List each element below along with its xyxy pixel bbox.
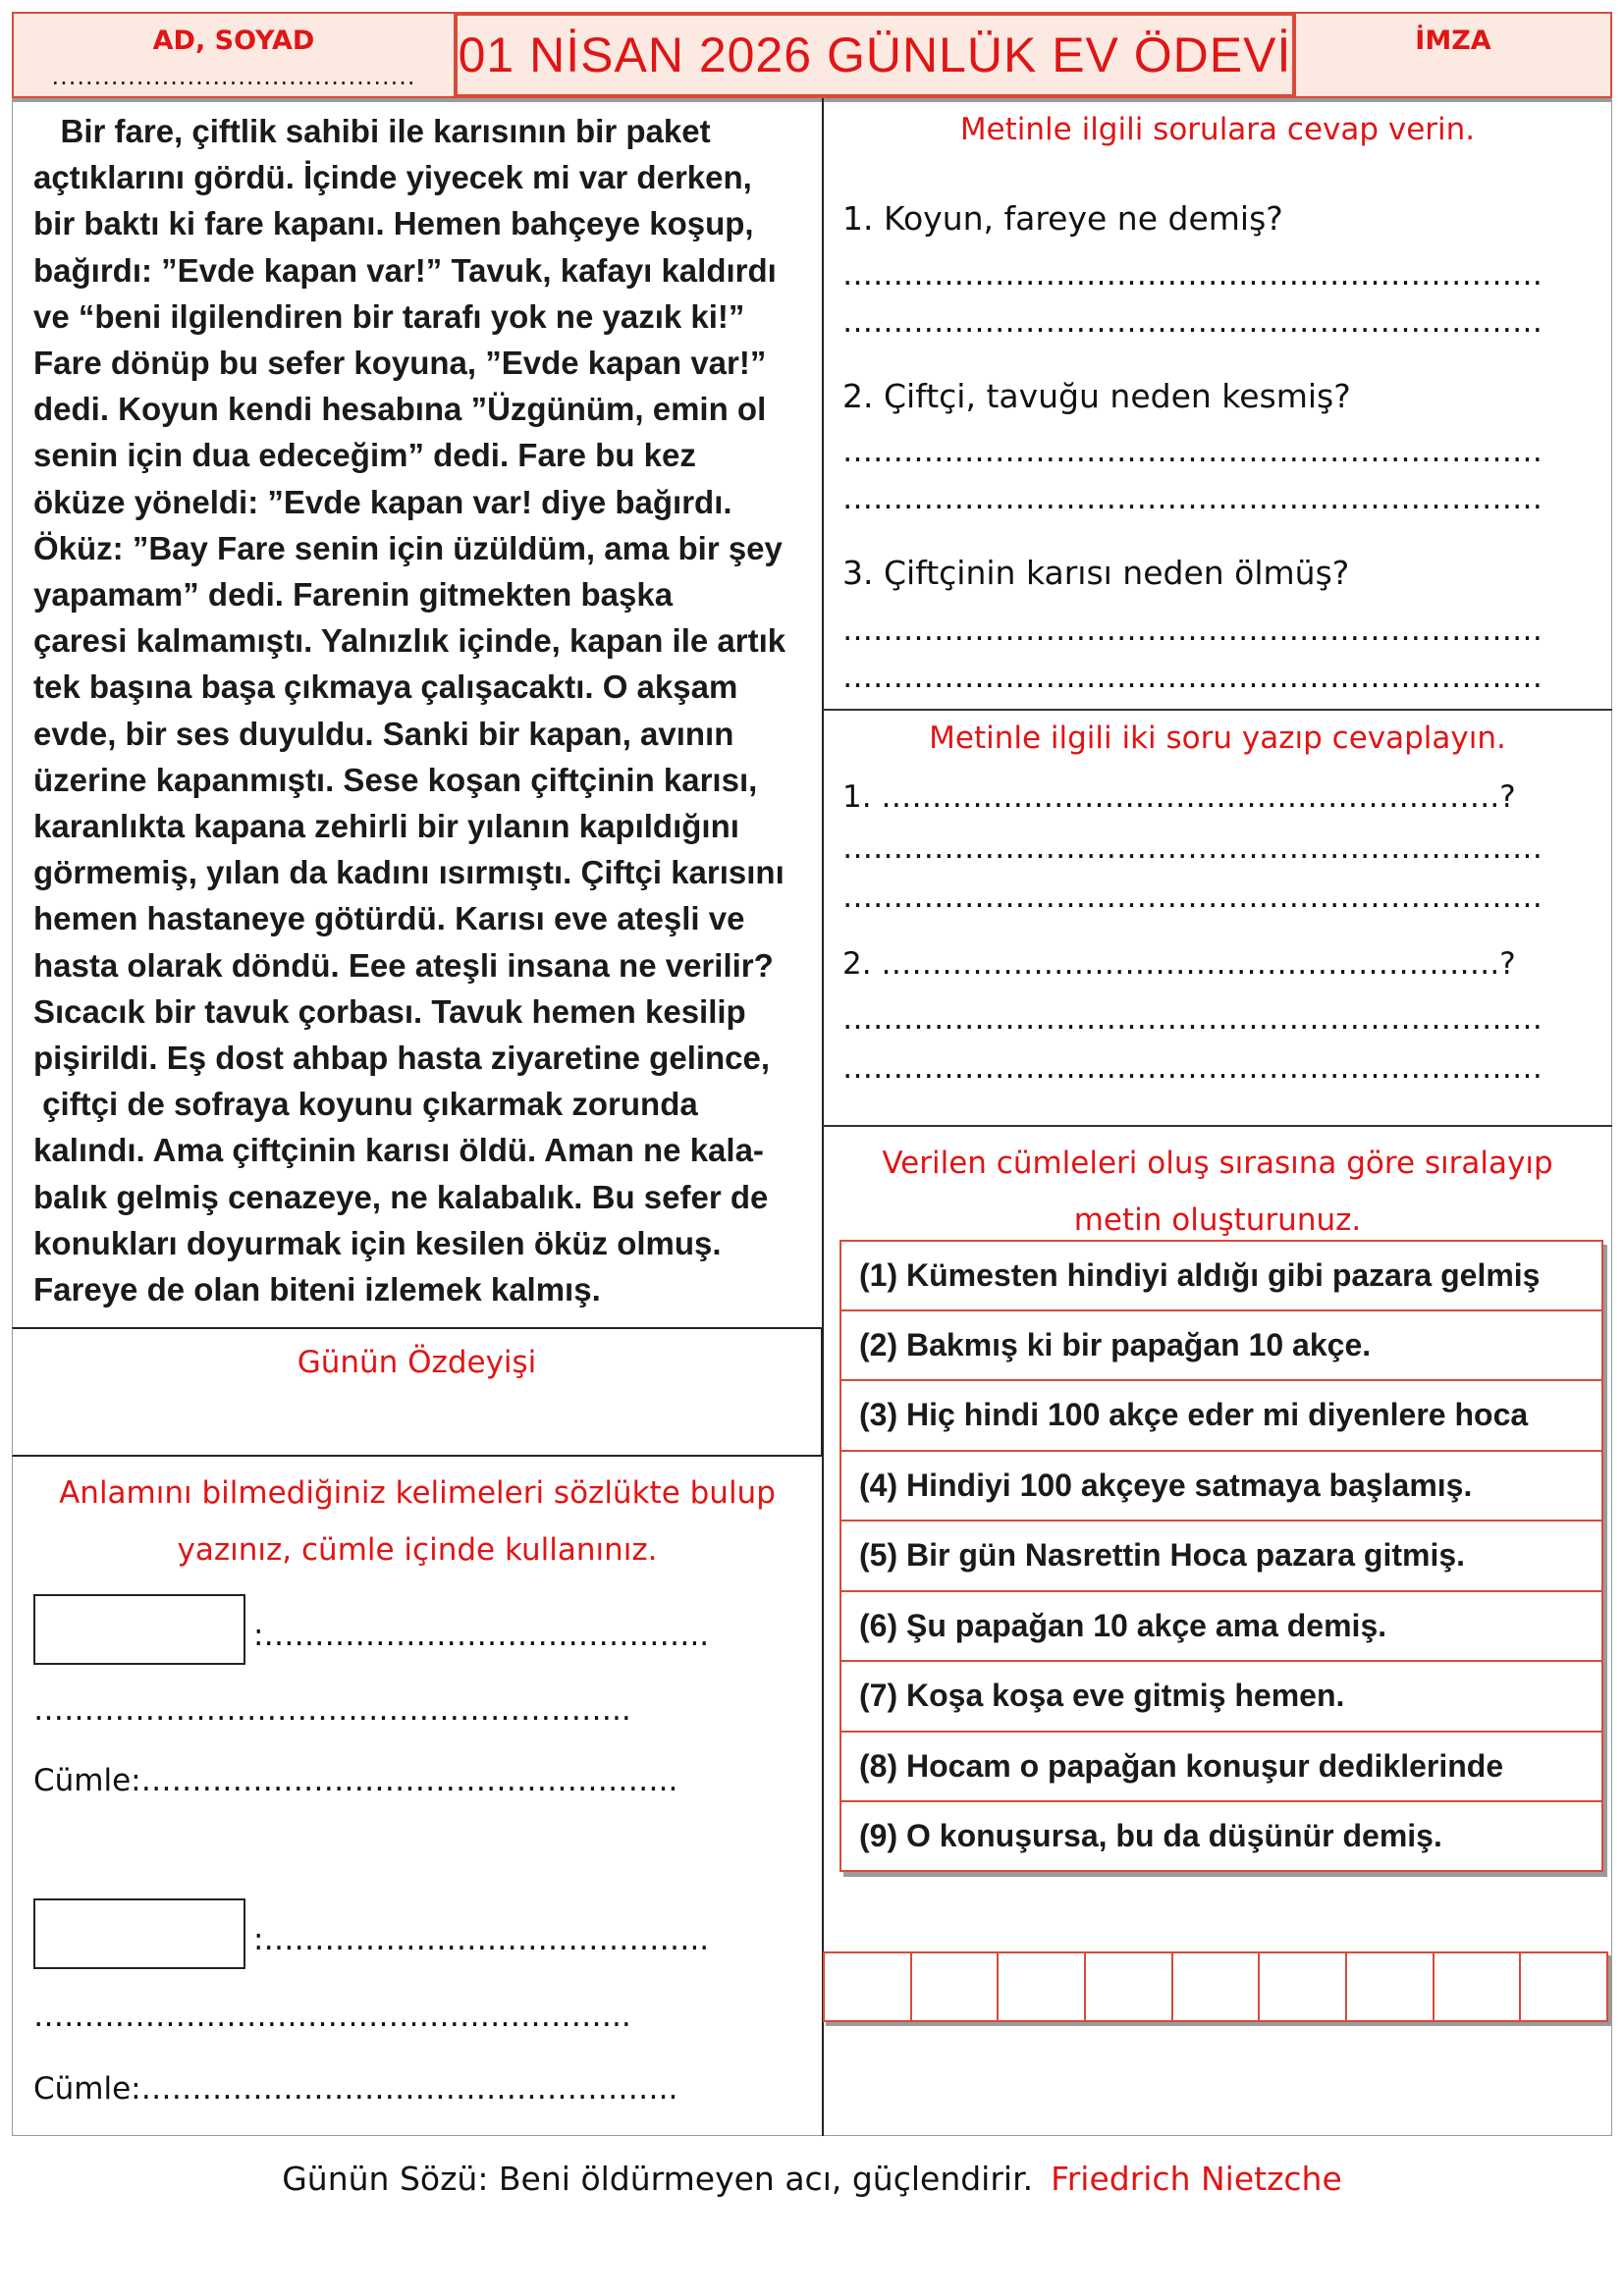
vocab-title-line1: Anlamını bilmediğiniz kelimeleri sözlükte bulup	[59, 1475, 776, 1511]
story-line: dedi. Koyun kendi hesabına ”Üzgünüm, emin ol	[33, 391, 767, 428]
ordering-sentence-text: (4) Hindiyi 100 akçeye satmaya başlamış.	[859, 1467, 1473, 1503]
story-line: balık gelmiş cenazeye, ne kalabalık. Bu sefer de	[33, 1178, 769, 1215]
ordering-sentence	[839, 1521, 1603, 1591]
sentence-line-2[interactable]: Cümle:……………………………………………..	[33, 2071, 678, 2107]
ordering-sentence-text: (5) Bir gün Nasrettin Hoca pazara gitmiş.	[859, 1537, 1466, 1574]
ordering-sentence-text: (2) Bakmış ki bir papağan 10 akçe.	[859, 1326, 1372, 1362]
story-line: bir baktı ki fare kapanı. Hemen bahçeye koşup,	[33, 205, 754, 242]
answer-line[interactable]: ……………………………………………………………	[842, 660, 1543, 695]
story-line: çiftçi de sofraya koyunu çıkarmak zorunda	[33, 1086, 698, 1123]
ordering-sentence	[839, 1591, 1603, 1662]
answer-line[interactable]: ……………………………………………………………	[842, 434, 1543, 469]
section-divider	[823, 709, 1612, 711]
own-question-2[interactable]: 2. …………………………………………………….?	[842, 946, 1516, 982]
word-box-2[interactable]	[33, 1898, 245, 1969]
story-line: Sıcacık bir tavuk çorbası. Tavuk hemen kesilip	[33, 992, 746, 1030]
question-2: 2. Çiftçi, tavuğu neden kesmiş?	[842, 377, 1351, 415]
answer-cell[interactable]	[912, 1953, 1000, 2020]
ordering-sentence-text: (9) O konuşursa, bu da düşünür demiş.	[859, 1817, 1442, 1853]
ozdeyis-box[interactable]	[12, 1327, 823, 1457]
story-line: karanlıkta kapana zehirli bir yılanın kapıldığını	[33, 808, 739, 845]
name-dots[interactable]: ...........................................	[51, 63, 416, 90]
answer-cell[interactable]	[999, 1953, 1086, 2020]
story-line: görmemiş, yılan da kadını ısırmıştı. Çiftçi karısını	[33, 854, 785, 891]
story-line: üzerine kapanmıştı. Sese koşan çiftçinin karısı,	[33, 761, 758, 798]
signature-label: İMZA	[1415, 26, 1491, 56]
ordering-sentence-text: (8) Hocam o papağan konuşur dediklerinde	[859, 1747, 1504, 1784]
word-meaning-2-cont[interactable]: …………………………………………………..	[33, 1999, 631, 2034]
word-meaning-1-cont[interactable]: …………………………………………………..	[33, 1692, 631, 1728]
questions-title: Metinle ilgili sorulara cevap verin.	[959, 112, 1476, 147]
name-label: AD, SOYAD	[152, 26, 315, 56]
ordering-sentence	[839, 1240, 1603, 1310]
column-divider	[822, 98, 824, 2136]
own-questions-title: Metinle ilgili iki soru yazıp cevaplayın.	[929, 721, 1506, 756]
ordering-sentence	[839, 1451, 1603, 1522]
story-line: ve “beni ilgilendiren bir tarafı yok ne yazık ki!”	[33, 297, 745, 335]
word-box-1[interactable]	[33, 1594, 245, 1665]
answer-line[interactable]: ……………………………………………………………	[842, 304, 1543, 340]
story-line: açtıklarını gördü. İçinde yiyecek mi var derken,	[33, 159, 752, 196]
quote-author: Friedrich Nietzche	[1051, 2160, 1342, 2198]
question-1: 1. Koyun, fareye ne demiş?	[842, 199, 1283, 238]
ozdeyis-title: Günün Özdeyişi	[297, 1345, 537, 1380]
ordering-sentence	[839, 1801, 1603, 1872]
answer-cell[interactable]	[1260, 1953, 1347, 2020]
story-line: öküze yöneldi: ”Evde kapan var! diye bağırdı.	[33, 483, 732, 520]
story-line: kalındı. Ama çiftçinin karısı öldü. Aman ne kala-	[33, 1132, 764, 1169]
ordering-sentence	[839, 1732, 1603, 1802]
ordering-sentence	[839, 1310, 1603, 1381]
sentence-line-1[interactable]: Cümle:……………………………………………..	[33, 1763, 678, 1798]
answer-line[interactable]: ……………………………………………………………	[842, 830, 1543, 866]
ordering-table	[839, 1240, 1603, 1872]
word-meaning-2[interactable]: :……………………………………..	[253, 1922, 710, 1957]
story-line: Bir fare, çiftlik sahibi ile karısının bir paket	[33, 113, 711, 149]
signature-cell[interactable]	[1294, 14, 1610, 96]
story-line: tek başına başa çıkmaya çalışacaktı. O akşam	[33, 668, 738, 706]
story-line: senin için dua edeceğim” dedi. Fare bu kez	[33, 437, 696, 474]
ordering-sentence-text: (1) Kümesten hindiyi aldığı gibi pazara gelmiş	[859, 1256, 1541, 1293]
story-line: Fareye de olan biteni izlemek kalmış.	[33, 1271, 601, 1308]
vocab-title-line2: yazınız, cümle içinde kullanınız.	[177, 1532, 658, 1568]
answer-cell[interactable]	[1173, 1953, 1261, 2020]
answer-cell[interactable]	[1521, 1953, 1606, 2020]
answer-line[interactable]: ……………………………………………………………	[842, 1050, 1543, 1086]
answer-cell[interactable]	[825, 1953, 912, 2020]
story-line: çaresi kalmamıştı. Yalnızlık içinde, kapan ile artık	[33, 622, 786, 660]
answer-line[interactable]: ……………………………………………………………	[842, 481, 1543, 516]
ordering-sentence-text: (6) Şu papağan 10 akçe ama demiş.	[859, 1607, 1387, 1643]
ordering-answer-grid	[823, 1951, 1608, 2022]
story-line: evde, bir ses duyuldu. Sanki bir kapan, avının	[33, 715, 734, 752]
story-text	[33, 108, 819, 1312]
story-line: hemen hastaneye götürdü. Karısı eve ateşli ve	[33, 900, 745, 937]
ordering-title-line2: metin oluşturunuz.	[1073, 1202, 1362, 1238]
ordering-sentence-text: (7) Koşa koşa eve gitmiş hemen.	[859, 1678, 1345, 1714]
ordering-sentence	[839, 1661, 1603, 1732]
ordering-sentence	[839, 1380, 1603, 1451]
story-line: hasta olarak döndü. Eee ateşli insana ne verilir?	[33, 946, 774, 984]
answer-line[interactable]: ……………………………………………………………	[842, 257, 1543, 293]
header-bar	[12, 12, 1612, 98]
quote-text: Günün Sözü: Beni öldürmeyen acı, güçlendirir.	[282, 2160, 1034, 2198]
word-meaning-1[interactable]: :……………………………………..	[253, 1618, 710, 1653]
title-cell	[456, 14, 1294, 96]
name-cell	[14, 14, 456, 96]
own-question-1[interactable]: 1. …………………………………………………….?	[842, 779, 1516, 815]
answer-line[interactable]: ……………………………………………………………	[842, 613, 1543, 648]
story-line: Öküz: ”Bay Fare senin için üzüldüm, ama bir şey	[33, 529, 783, 566]
answer-line[interactable]: ……………………………………………………………	[842, 1001, 1543, 1037]
story-line: Fare dönüp bu sefer koyuna, ”Evde kapan var!”	[33, 345, 767, 382]
ordering-title-line1: Verilen cümleleri oluş sırasına göre sıralayıp	[882, 1146, 1553, 1181]
section-divider	[823, 1125, 1612, 1127]
story-line: bağırdı: ”Evde kapan var!” Tavuk, kafayı kaldırdı	[33, 251, 777, 289]
answer-cell[interactable]	[1347, 1953, 1435, 2020]
footer-quote	[0, 2160, 1624, 2198]
question-3: 3. Çiftçinin karısı neden ölmüş?	[842, 554, 1350, 592]
story-line: yapamam” dedi. Farenin gitmekten başka	[33, 576, 674, 614]
ordering-sentence-text: (3) Hiç hindi 100 akçe eder mi diyenlere hoca	[859, 1397, 1529, 1433]
story-line: konukları doyurmak için kesilen öküz olmuş.	[33, 1224, 722, 1261]
page-title: 01 NİSAN 2026 GÜNLÜK EV ÖDEVİ	[458, 27, 1292, 82]
answer-cell[interactable]	[1435, 1953, 1522, 2020]
answer-cell[interactable]	[1086, 1953, 1173, 2020]
answer-line[interactable]: ……………………………………………………………	[842, 880, 1543, 915]
story-line: pişirildi. Eş dost ahbap hasta ziyaretine gelince,	[33, 1040, 771, 1077]
